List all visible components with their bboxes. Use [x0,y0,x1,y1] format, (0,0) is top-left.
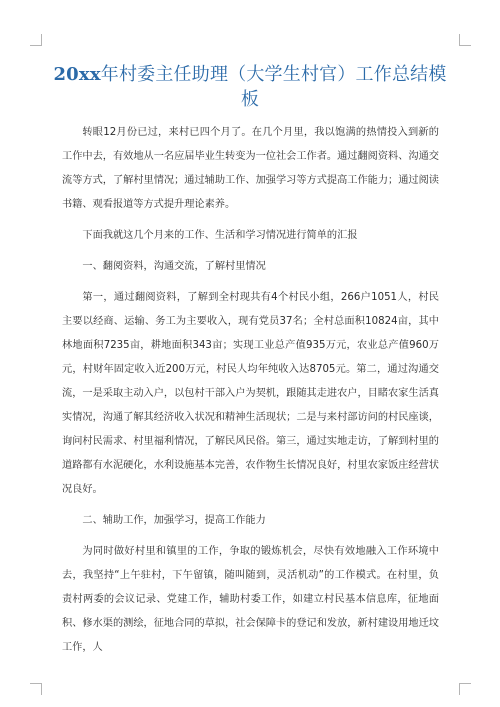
crop-mark-top-right [459,34,471,46]
crop-mark-top-left [30,34,42,46]
crop-mark-bottom-left [30,683,42,695]
title-year: 20xx [53,64,101,85]
section-heading-2: 二、辅助工作，加强学习，提高工作能力 [82,515,266,526]
document-title [52,62,448,112]
paragraph-section-2: 为同时做好村里和镇里的工作，争取的锻炼机会，尽快有效地融入工作环境中去，我坚持“上午驻村，下午留镇，随叫随到，灵活机动”的工作模式。在村里，负责村两委的会议记录、党建工作，辅助村委工作，如建立村民基本信息库，征地面积、修水渠的测绘，征地合同的草拟，社会保障卡的登记和发放，新村建设用地迁坟工作，人 [62,546,439,653]
title-text: 年村委主任助理（大学生村官）工作总结模板 [100,64,447,110]
paragraph-section-1: 第一，通过翻阅资料，了解到全村现共有4个村民小组，266户1051人，村民主要以经商、运输、务工为主要收入，现有党员37名；全村总面积10824亩，其中林地面积7235亩，耕地面积343亩；实现工业总产值935万元，农业总产值960万元，村财年固定收入近200万元，村民人均年纯收入达8705元。第二，通过沟通交流，一是采取主动入户，以包村干部入户为契机，跟随其走进农户，目睹农家生活真实情况，沟通了解其经济收入状况和精神生活现状；二是与来村部访问的村民座谈，询问村民需求、村里福利情况，了解民风民俗。第三，通过实地走访，了解到村里的道路都有水泥硬化，水利设施基本完善，农作物生长情况良好，村里农家饭庄经营状况良好。 [62,292,439,495]
document-body [62,121,439,660]
crop-mark-bottom-right [459,683,471,695]
section-heading-1: 一、翻阅资料，沟通交流，了解村里情况 [82,261,266,272]
paragraph-intro: 转眼12月份已过，来村已四个月了。在几个月里，我以饱满的热情投入到新的工作中去，有效地从一名应届毕业生转变为一位社会工作者。通过翻阅资料、沟通交流等方式，了解村里情况；通过辅助工作、加强学习等方式提高工作能力；通过阅读书籍、观看报道等方式提升理论素养。 [62,127,439,210]
paragraph-report-lead: 下面我就这几个月来的工作、生活和学习情况进行简单的汇报 [82,230,358,241]
